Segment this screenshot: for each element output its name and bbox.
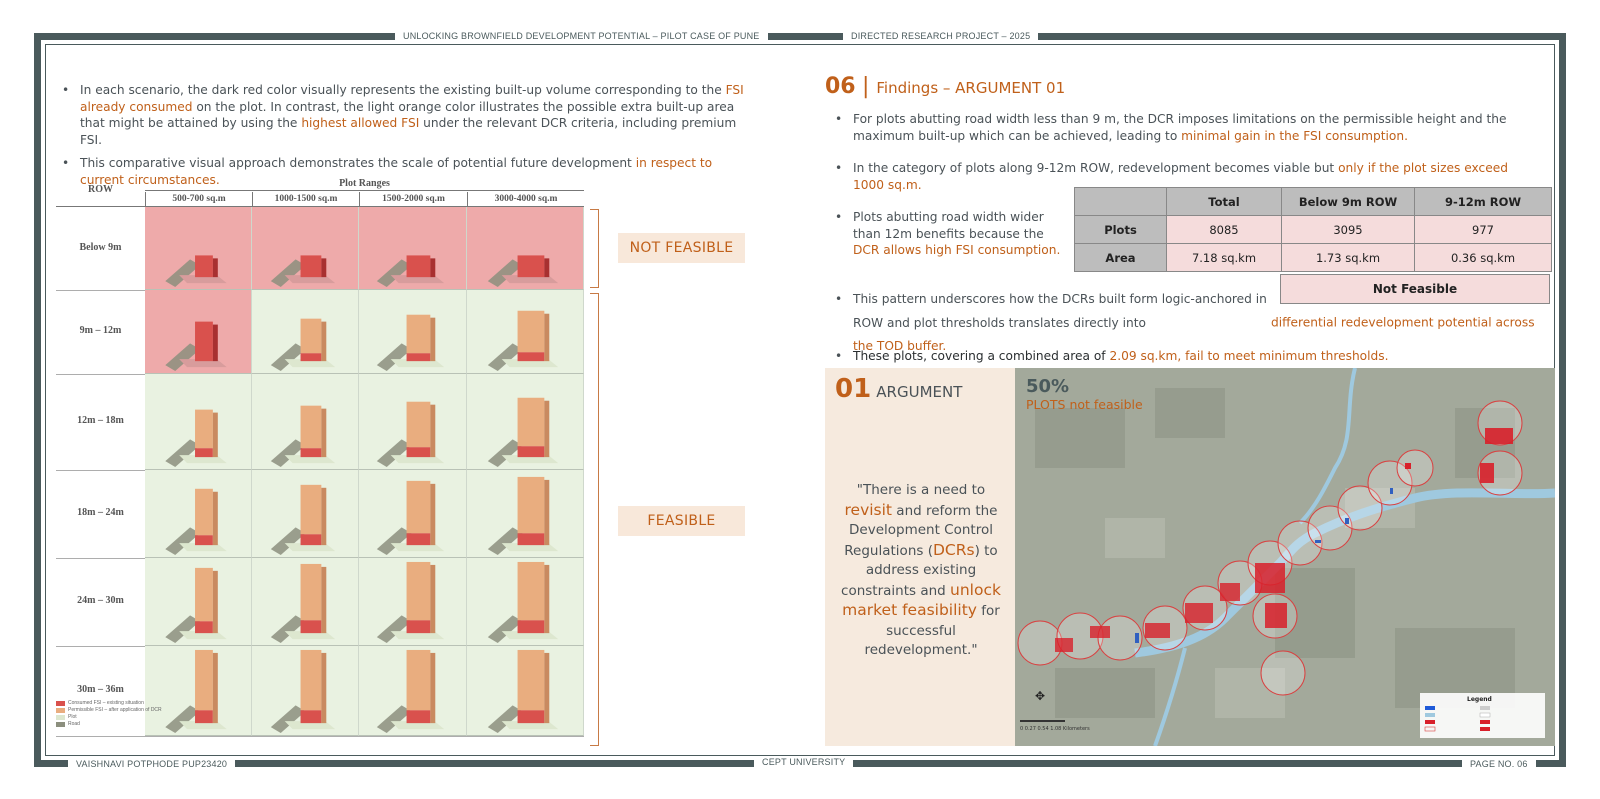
scenario-cell-not-feasible: [467, 207, 584, 290]
matrix-rule: [145, 190, 584, 191]
scenario-cell-not-feasible: [145, 207, 252, 290]
svg-text:✥: ✥: [1035, 689, 1046, 703]
bullet-text: on the plot. In contrast, the light orange color illustrates the possible extra built-up area that might be attained by using the: [80, 99, 735, 130]
header-course-title: DIRECTED RESEARCH PROJECT – 2025: [843, 30, 1038, 42]
right-bullet-list: [835, 209, 1067, 266]
quote-highlight: revisit: [844, 500, 893, 519]
bullet-text: For plots abutting road width less than 9 m, the DCR imposes limitations on the permissible height and the maximum built-up which can be achieved, leading to: [853, 112, 1507, 143]
legend-label: Permissible FSI – after application of DCR: [68, 707, 162, 713]
matrix-header-plot-ranges: Plot Ranges: [339, 178, 390, 189]
table-cell: 7.18 sq.km: [1167, 244, 1282, 272]
bullet-highlight: only if the plot sizes exceed 1000 sq.m.: [853, 161, 1508, 192]
matrix-row-label: Below 9m: [79, 241, 122, 253]
bullet-highlight: highest allowed FSI: [301, 116, 420, 130]
legend-swatch: [56, 701, 65, 706]
map-scale: 0 0.27 0.54 1.08 Kilometers: [1020, 726, 1090, 732]
legend-swatch: [56, 722, 65, 727]
bullet-text: These plots, covering a combined area of: [853, 349, 1110, 363]
legend-swatch: [56, 708, 65, 713]
bullet-highlight: 2.09 sq.km, fail to meet minimum thresholds.: [1109, 349, 1389, 363]
argument-label: ARGUMENT: [876, 383, 963, 401]
map-caption: PLOTS not feasible: [1026, 397, 1143, 412]
matrix-row-label: 24m – 30m: [77, 595, 124, 606]
table-header-cell: Total: [1167, 188, 1282, 216]
bullet-text: Plots abutting road width wider than 12m benefits because the: [853, 210, 1044, 241]
scenario-cell-not-feasible: [359, 207, 467, 290]
scenario-cell-feasible: [359, 558, 467, 646]
scenario-cell-feasible: [359, 290, 467, 374]
quote-highlight: DCRs: [932, 540, 975, 559]
matrix-col-header: 1000-1500 sq.m: [252, 192, 359, 206]
matrix-row-label: 18m – 24m: [77, 507, 124, 518]
bullet-text: under the relevant DCR criteria, including premium FSI.: [80, 116, 737, 147]
matrix-col-header: 3000-4000 sq.m: [467, 192, 584, 206]
quote-text: and reform the Development Control Regulations (: [844, 502, 998, 559]
map-percent: 50%: [1026, 376, 1070, 397]
scenario-cell-feasible: [252, 646, 359, 736]
table-header-cell: 9-12m ROW: [1415, 188, 1552, 216]
matrix-legend-item: [56, 707, 162, 714]
scenario-cell-feasible: [359, 470, 467, 558]
not-feasible-bracket: [590, 209, 599, 288]
scenario-matrix: [56, 178, 584, 746]
table-cell: 977: [1415, 216, 1552, 244]
matrix-row-label: 12m – 18m: [77, 415, 124, 426]
right-bullet-3: [835, 209, 1067, 259]
argument-heading: [835, 374, 962, 404]
matrix-row-label: 9m – 12m: [79, 325, 122, 336]
quote-highlight: unlock market feasibility: [842, 580, 1001, 619]
not-feasible-tag: NOT FEASIBLE: [618, 233, 745, 263]
matrix-legend-item: [56, 721, 162, 728]
bullet-text: In each scenario, the dark red color visually represents the existing built-up volume corresponding to the: [80, 83, 726, 97]
matrix-col-header: 1500-2000 sq.m: [359, 192, 467, 206]
bullet-highlight: DCR allows high FSI consumption.: [853, 243, 1061, 257]
table-cell: 8085: [1167, 216, 1282, 244]
scenario-cell-feasible: [359, 646, 467, 736]
legend-label: Plot: [68, 714, 77, 720]
table-row-header: Area: [1075, 244, 1167, 272]
feasible-bracket: [590, 293, 599, 746]
right-bullet-5: [835, 348, 1555, 365]
feasible-tag: FEASIBLE: [618, 506, 745, 536]
quote-text: ) to address existing constraints and: [841, 542, 998, 599]
scenario-cell-feasible: [145, 558, 252, 646]
matrix-legend-item: [56, 700, 162, 707]
right-bullet-1: [835, 111, 1515, 144]
footer-institution: CEPT UNIVERSITY: [754, 756, 853, 768]
table-cell: 3095: [1282, 216, 1415, 244]
scenario-cell-feasible: [252, 290, 359, 374]
argument-number: 01: [835, 374, 872, 404]
scenario-cell-feasible: [467, 290, 584, 374]
argument-quote: [833, 481, 1009, 661]
bullet-highlight: minimal gain in the FSI consumption.: [1181, 128, 1408, 143]
bullet-highlight: FSI already consumed: [80, 83, 744, 114]
scenario-cell-feasible: [359, 374, 467, 470]
argument-panel: [825, 368, 1015, 746]
not-feasible-stats-table: [1074, 187, 1552, 272]
table-header-cell: Below 9m ROW: [1282, 188, 1415, 216]
not-feasible-label: Not Feasible: [1280, 274, 1550, 304]
matrix-rule: [56, 736, 584, 737]
tod-buffer-map: [1015, 368, 1555, 746]
scenario-cell-not-feasible: [252, 207, 359, 290]
scenario-cell-feasible: [252, 558, 359, 646]
scenario-cell-feasible: [252, 374, 359, 470]
legend-label: Consumed FSI – existing situation: [68, 700, 144, 706]
section-title: 06 | Findings – ARGUMENT 01: [825, 74, 1066, 99]
bullet-text: In the category of plots along 9-12m ROW, redevelopment becomes viable but: [853, 161, 1339, 175]
legend-label: Road: [68, 721, 80, 727]
table-row: [1075, 244, 1552, 272]
left-bullet-1: [62, 82, 752, 148]
scenario-cell-feasible: [145, 470, 252, 558]
table-row-header: Plots: [1075, 216, 1167, 244]
quote-text: for successful redevelopment.": [864, 603, 1000, 658]
map-graphic: [1015, 368, 1555, 746]
table-cell: 1.73 sq.km: [1282, 244, 1415, 272]
matrix-header-row: ROW: [88, 184, 113, 195]
table-cell: 0.36 sq.km: [1415, 244, 1552, 272]
table-row: [1075, 216, 1552, 244]
map-stat: [1026, 376, 1143, 412]
footer-author: VAISHNAVI POTPHODE PUP23420: [68, 758, 235, 770]
scenario-cell-feasible: [467, 470, 584, 558]
bullet-text: This comparative visual approach demonstrates the scale of potential future development: [80, 156, 636, 170]
section-heading: Findings – ARGUMENT 01: [876, 79, 1066, 97]
matrix-legend: [56, 700, 162, 728]
scenario-cell-feasible: [467, 646, 584, 736]
right-bullet-list: [835, 111, 1555, 151]
matrix-legend-item: [56, 714, 162, 721]
matrix-col-header: 500-700 sq.m: [145, 192, 252, 206]
section-number: 06: [825, 74, 856, 99]
matrix-row-label: 30m – 36m: [77, 684, 124, 695]
header-project-title: UNLOCKING BROWNFIELD DEVELOPMENT POTENTIAL – PILOT CASE OF PUNE: [395, 30, 768, 42]
scenario-cell-feasible: [467, 374, 584, 470]
scenario-cell-feasible: [252, 470, 359, 558]
scenario-cell-not-feasible: [145, 290, 252, 374]
table-header-row: [1075, 188, 1552, 216]
bullet-highlight: differential redevelopment potential across the TOD buffer.: [853, 315, 1535, 353]
bullet-text: This pattern underscores how the DCRs built form logic-anchored in ROW and plot thresholds translates directly into: [853, 292, 1267, 330]
map-legend-title: Legend: [1467, 696, 1492, 703]
scenario-cell-feasible: [467, 558, 584, 646]
bullet-highlight: in respect to current circumstances.: [80, 156, 713, 187]
legend-swatch: [56, 715, 65, 720]
table-header-cell: [1075, 188, 1167, 216]
quote-text: "There is a need to: [856, 482, 986, 498]
scenario-cell-feasible: [145, 374, 252, 470]
footer-page-number: PAGE NO. 06: [1462, 758, 1536, 770]
